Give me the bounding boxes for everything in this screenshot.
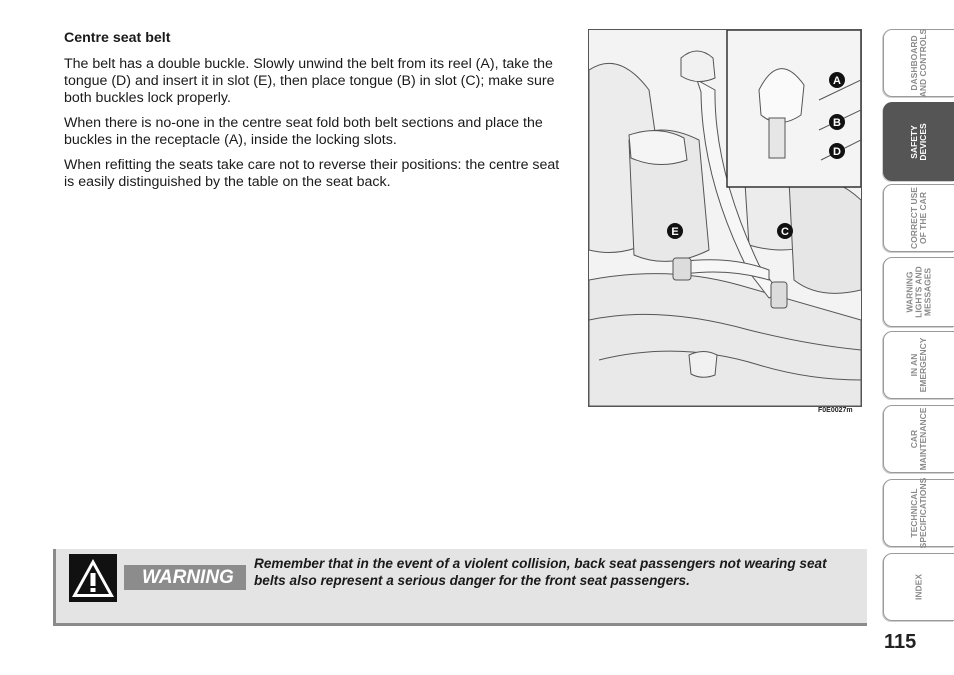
tab-car-maintenance[interactable] (883, 405, 954, 473)
tab-label: IN AN EMERGENCY (909, 337, 928, 393)
callout-c: C (781, 226, 789, 238)
tab-dashboard-and-controls[interactable] (883, 29, 954, 97)
paragraph-3: When refitting the seats take care not to reverse their positions: the centre seat is easily distinguished by the table on the seat back. (64, 157, 560, 190)
tab-technical-specifications[interactable] (883, 479, 954, 547)
tab-warning-lights-and-messages[interactable] (883, 257, 954, 327)
tab-correct-use-of-the-car[interactable] (883, 184, 954, 252)
warning-triangle-icon (69, 554, 117, 602)
tab-in-an-emergency[interactable] (883, 331, 954, 399)
callout-e: E (671, 226, 679, 238)
seat-belt-illustration (588, 29, 862, 407)
paragraph-1: The belt has a double buckle. Slowly unwind the belt from its reel (A), take the tongue (D) and insert it in slot (E), then place tongue (B) in slot (C); make sure both buckles lock properly. (64, 56, 555, 106)
tab-label: SAFETY DEVICES (909, 122, 928, 161)
section-heading: Centre seat belt (64, 30, 171, 46)
seat-belt-drawing (589, 30, 861, 406)
callout-b: B (833, 117, 841, 129)
tab-label: WARNING LIGHTS AND MESSAGES (904, 266, 933, 318)
figure-code: F0E0027m (818, 407, 853, 414)
page-number: 115 (884, 631, 917, 653)
callout-a: A (833, 75, 841, 87)
warning-text: Remember that in the event of a violent collision, back seat passengers not wearing seat belts also represent a serious danger for the front seat passengers. (254, 556, 827, 588)
tab-label: INDEX (913, 574, 924, 600)
main-content (64, 30, 566, 199)
tab-label: DASHBOARD AND CONTROLS (909, 28, 928, 98)
warning-box (53, 549, 867, 626)
tab-label: CAR MAINTENANCE (909, 407, 928, 471)
tab-safety-devices[interactable] (883, 102, 954, 181)
callout-d: D (833, 146, 841, 158)
tab-label: TECHNICAL SPECIFICATIONS (909, 477, 928, 549)
paragraph-2: When there is no-one in the centre seat fold both belt sections and place the buckles in the receptacle (A), inside the locking slots. (64, 115, 543, 148)
warning-label: WARNING (124, 565, 246, 590)
tab-label: CORRECT USE OF THE CAR (909, 187, 928, 249)
tab-index[interactable] (883, 553, 954, 621)
